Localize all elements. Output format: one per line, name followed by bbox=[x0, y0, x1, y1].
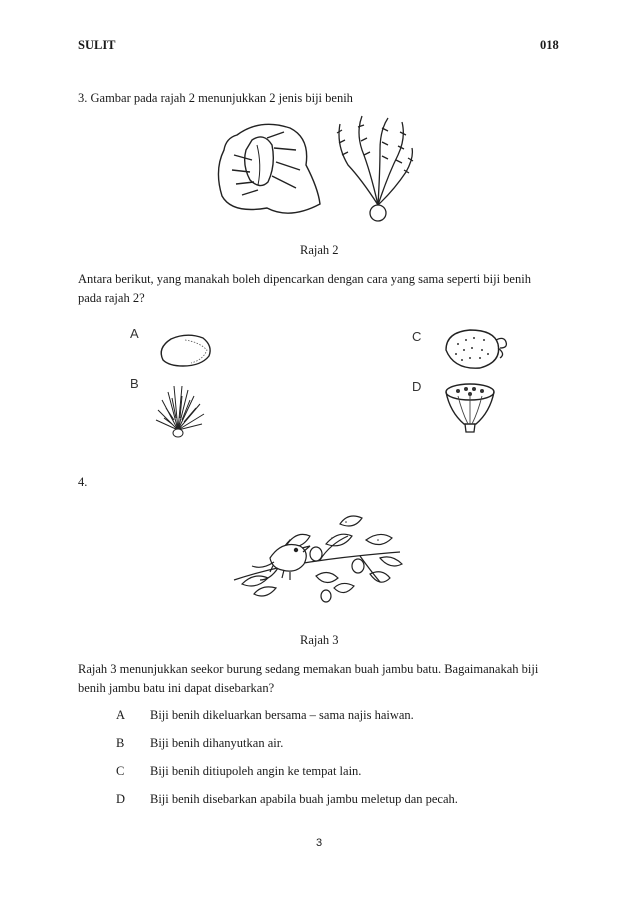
header-right: 018 bbox=[540, 38, 559, 52]
q4-question-line-1: Rajah 3 menunjukkan seekor burung sedang memakan buah jambu batu. Bagaimanakah biji bbox=[78, 662, 539, 676]
rajah-3-figure bbox=[230, 510, 410, 610]
q3-option-b-letter[interactable]: B bbox=[130, 376, 139, 391]
bird-icon bbox=[270, 545, 306, 572]
header-left: SULIT bbox=[78, 38, 116, 52]
q3-question-line-1: Antara berikut, yang manakah boleh dipencarkan dengan cara yang sama seperti biji benih bbox=[78, 272, 531, 286]
page-number: 3 bbox=[316, 837, 323, 849]
q4-figure-caption: Rajah 3 bbox=[300, 633, 339, 647]
plumed-seed-icon bbox=[337, 116, 413, 221]
feathery-seed-icon[interactable] bbox=[150, 380, 210, 440]
q4-number: 4. bbox=[78, 475, 88, 489]
q4-option-a-letter: A bbox=[116, 708, 126, 722]
q4-question-line-2: benih jambu batu ini dapat disebarkan? bbox=[78, 681, 275, 695]
fruit-seed-icon[interactable] bbox=[440, 326, 510, 372]
lotus-pod-icon[interactable] bbox=[440, 380, 500, 436]
guava-fruit-icon bbox=[310, 547, 322, 561]
q3-question-line-2: pada rajah 2? bbox=[78, 291, 145, 305]
q3-option-c-letter[interactable]: C bbox=[412, 329, 422, 344]
q3-stem: 3. Gambar pada rajah 2 menunjukkan 2 jenis biji benih bbox=[78, 91, 353, 105]
q3-option-a-letter[interactable]: A bbox=[130, 326, 139, 341]
q3-figure-caption: Rajah 2 bbox=[300, 243, 339, 257]
q4-option-a-text: Biji benih dikeluarkan bersama – sama najis haiwan. bbox=[150, 708, 414, 722]
q4-option-d-text: Biji benih disebarkan apabila buah jambu meletup dan pecah. bbox=[150, 792, 458, 806]
q4-option-d-letter: D bbox=[116, 792, 126, 806]
rajah-2-figure bbox=[212, 110, 412, 230]
leaf-icon bbox=[242, 576, 268, 586]
q3-option-d-letter[interactable]: D bbox=[412, 379, 422, 394]
q4-option-b-text: Biji benih dihanyutkan air. bbox=[150, 736, 284, 750]
q4-option-c-letter: C bbox=[116, 764, 125, 778]
oval-seed-icon[interactable] bbox=[155, 330, 215, 370]
winged-seed-icon bbox=[218, 124, 320, 213]
q4-option-c-text: Biji benih ditiupoleh angin ke tempat lain. bbox=[150, 764, 362, 778]
q4-option-b-letter: B bbox=[116, 736, 125, 750]
